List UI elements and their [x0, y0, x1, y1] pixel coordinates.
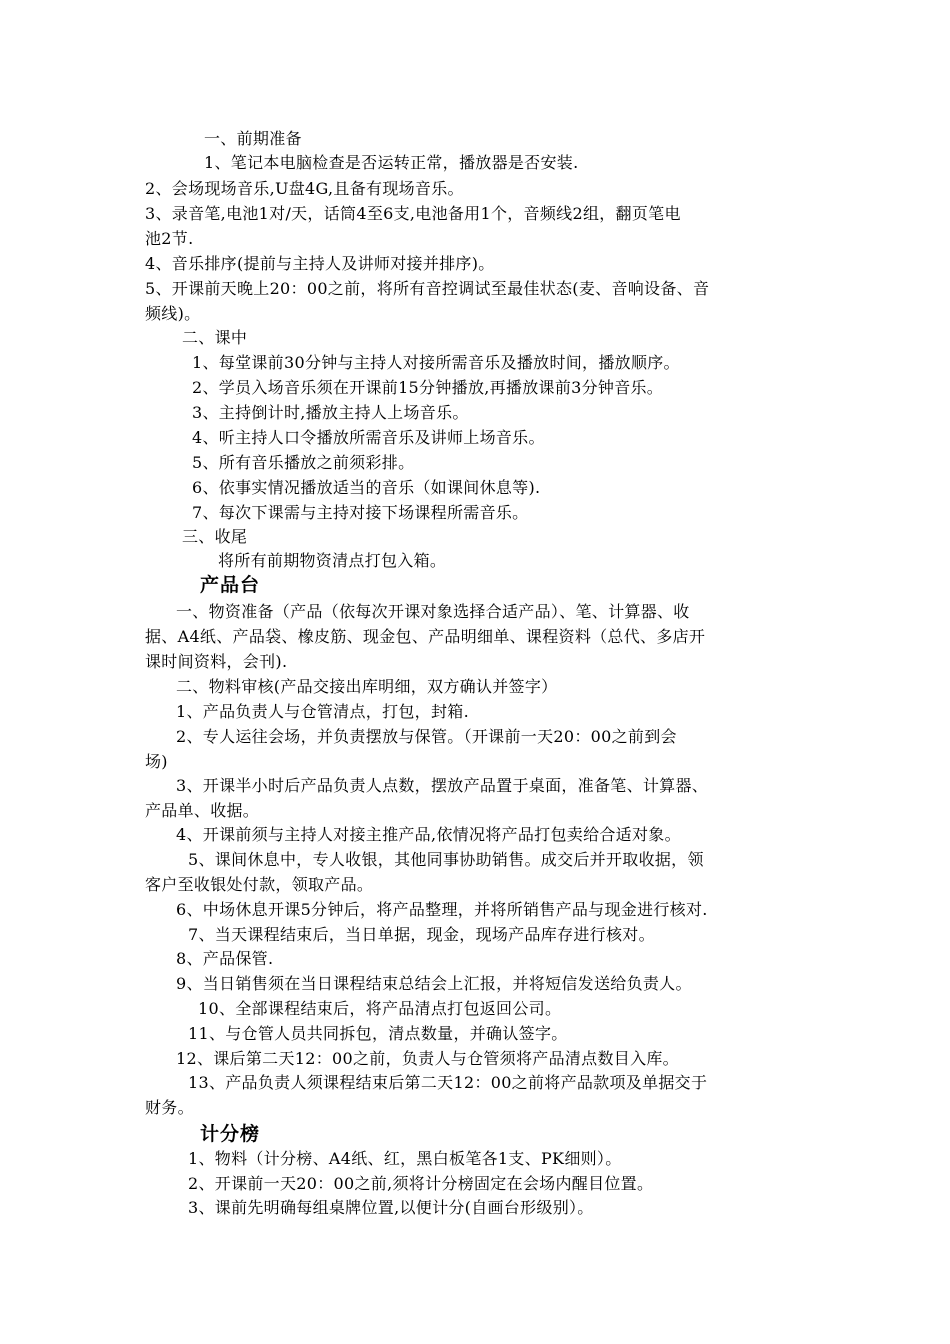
- paragraph-line: 财务。: [145, 1098, 194, 1117]
- paragraph-line: 4、音乐排序(提前与主持人及讲师对接并排序)。: [145, 254, 495, 273]
- paragraph-line: 7、每次下课需与主持对接下场课程所需音乐。: [192, 503, 529, 522]
- paragraph-line: 一、物资准备（产品（依每次开课对象选择合适产品）、笔、计算器、收: [176, 602, 690, 621]
- paragraph-line: 场): [145, 752, 168, 771]
- paragraph-line: 5、课间休息中，专人收银，其他同事协助销售。成交后并开取收据，领: [188, 850, 704, 869]
- paragraph-line: 10、全部课程结束后，将产品清点打包返回公司。: [198, 999, 562, 1018]
- paragraph-line: 3、录音笔,电池1对/天，话筒4至6支,电池备用1个，音频线2组，翻页笔电: [145, 204, 681, 223]
- paragraph-line: 6、中场休息开课5分钟后，将产品整理，并将所销售产品与现金进行核对.: [176, 900, 708, 919]
- paragraph-line: 5、所有音乐播放之前须彩排。: [192, 453, 415, 472]
- paragraph-line: 13、产品负责人须课程结束后第二天12：00之前将产品款项及单据交于: [188, 1073, 708, 1092]
- paragraph-line: 12、课后第二天12：00之前，负责人与仓管须将产品清点数目入库。: [176, 1049, 679, 1068]
- section-heading: 一、前期准备: [204, 129, 302, 148]
- paragraph-line: 课时间资料，会刊).: [145, 652, 288, 671]
- heading-scoreboard: 计分榜: [200, 1123, 261, 1145]
- paragraph-line: 2、开课前一天20：00之前,须将计分榜固定在会场内醒目位置。: [188, 1174, 654, 1193]
- paragraph-line: 2、会场现场音乐,U盘4G,且备有现场音乐。: [145, 179, 464, 198]
- paragraph-line: 3、开课半小时后产品负责人点数，摆放产品置于桌面，准备笔、计算器、: [176, 776, 709, 795]
- paragraph-line: 频线)。: [145, 304, 201, 323]
- paragraph-line: 2、学员入场音乐须在开课前15分钟播放,再播放课前3分钟音乐。: [192, 378, 664, 397]
- paragraph-line: 3、课前先明确每组桌牌位置,以便计分(自画台形级别）。: [188, 1198, 594, 1217]
- paragraph-line: 产品单、收据。: [145, 801, 260, 820]
- paragraph-line: 9、当日销售须在当日课程结束总结会上汇报，并将短信发送给负责人。: [176, 974, 692, 993]
- paragraph-line: 6、依事实情况播放适当的音乐（如课间休息等).: [192, 478, 541, 497]
- paragraph-line: 1、笔记本电脑检查是否运转正常，播放器是否安装.: [204, 153, 579, 172]
- section-heading: 二、课中: [182, 328, 248, 347]
- paragraph-line: 3、主持倒计时,播放主持人上场音乐。: [192, 403, 469, 422]
- paragraph-line: 将所有前期物资清点打包入箱。: [218, 551, 447, 570]
- paragraph-line: 1、每堂课前30分钟与主持人对接所需音乐及播放时间，播放顺序。: [192, 353, 680, 372]
- paragraph-line: 池2节.: [145, 229, 194, 248]
- section-heading: 三、收尾: [182, 527, 248, 546]
- paragraph-line: 7、当天课程结束后，当日单据，现金，现场产品库存进行核对。: [188, 925, 655, 944]
- heading-product-desk: 产品台: [200, 574, 261, 596]
- paragraph-line: 4、听主持人口令播放所需音乐及讲师上场音乐。: [192, 428, 545, 447]
- paragraph-line: 据、A4纸、产品袋、橡皮筋、现金包、产品明细单、课程资料（总代、多店开: [145, 627, 706, 646]
- paragraph-line: 二、物料审核(产品交接出库明细，双方确认并签字）: [176, 677, 558, 696]
- paragraph-line: 1、物料（计分榜、A4纸、红，黑白板笔各1支、PK细则）。: [188, 1149, 622, 1168]
- paragraph-line: 4、开课前须与主持人对接主推产品,依情况将产品打包卖给合适对象。: [176, 825, 681, 844]
- paragraph-line: 2、专人运往会场，并负责摆放与保管。（开课前一天20：00之前到会: [176, 727, 677, 746]
- paragraph-line: 1、产品负责人与仓管清点，打包，封箱.: [176, 702, 469, 721]
- paragraph-line: 客户至收银处付款，领取产品。: [145, 875, 374, 894]
- paragraph-line: 5、开课前天晚上20：00之前，将所有音控调试至最佳状态(麦、音响设备、音: [145, 279, 710, 298]
- paragraph-line: 11、与仓管人员共同拆包，清点数量，并确认签字。: [188, 1024, 568, 1043]
- paragraph-line: 8、产品保管.: [176, 949, 274, 968]
